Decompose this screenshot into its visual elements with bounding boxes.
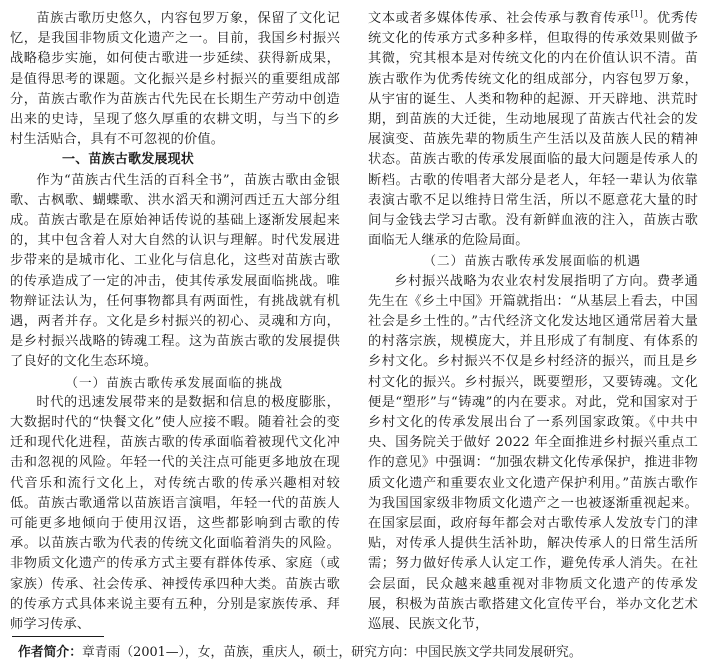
continued-text-b: 。优秀传统文化的传承方式多种多样，但取得的传承效果则做予其微，究其根本是对传统文化的内在价值认识不清。苗族古歌作为优秀传统文化的组成部分，内容包罗万象，从宇宙的诞生、人类和物种的起源、开天辟地、洪荒时期，到苗族的大迁徙，生动地展现了苗族古代社会的发展演变、苗族先辈的物质生产生活以及苗族人民的精神状态。苗族古歌的传承发展面临的最大问题是传承人的断档。古歌的传唱者大部分是老人，年轻一辈认为依靠表演古歌不足以维持日常生活，所以不愿意花大量的时间与金钱去学习古歌。没有新鲜血液的注入，苗族古歌面临无人继承的危险局面。 bbox=[368, 11, 698, 249]
subsection-heading-challenges: （一）苗族古歌传承发展面临的挑战 bbox=[65, 375, 283, 390]
left-column bbox=[10, 9, 340, 635]
footnote-divider bbox=[12, 636, 104, 637]
right-column bbox=[368, 9, 698, 635]
status-paragraph: 作为“苗族古代生活的百科全书”，苗族古歌由金银歌、古枫歌、蝴蝶歌、洪水滔天和溯河西迁五大部分组成。苗族古歌是在原始神话传说的基础上逐渐发展起来的，其中包含着人对大自然的认识与理解。时代发展进步带来的是城市化、工业化与信息化，这些对苗族古歌的传承造成了一定的冲击，使其传承发展面临挑战。唯物辩证法认为，任何事物都具有两面性，有挑战就有机遇，两者并存。文化是乡村振兴的初心、灵魂和方向，是乡村振兴战略的铸魂工程。这为苗族古歌的发展提供了良好的文化生态环境。 bbox=[10, 172, 340, 370]
subsection-heading-opportunities: （二）苗族古歌传承发展面临的机遇 bbox=[423, 254, 641, 269]
section-heading-1: 一、苗族古歌发展现状 bbox=[62, 152, 195, 168]
opportunities-paragraph: 乡村振兴战略为农业农村发展指明了方向。费孝通先生在《乡土中国》开篇就指出：“从基层上看去，中国社会是乡土性的。”古代经济文化发达地区通常居着大量的村落宗族，规模庞大，并且形成了有制度、有体系的乡村文化。乡村振兴不仅是乡村经济的振兴，而且是乡村文化的振兴。乡村振兴，既要塑形，又要铸魂。文化便是“塑形”与“铸魂”的内在要求。对此，党和国家对于乡村文化的传承发展出台了一系列国家政策。《中共中央、国务院关于做好 2022 年全面推进乡村振兴重点工作的意见》中强调：“加强农耕文化传承保护，推进非物质文化遗产和重要农业文化遗产保护利用。”苗族古歌作为我国国家级非物质文化遗产之一也被逐渐重视起来。在国家层面，政府每年都会对古歌传承人发放专门的津贴，对传承人提供生活补助，解决传承人的日常生活所需；努力做好传承人认定工作，避免传承人消失。在社会层面，民众越来越重视对非物质文化遗产的传承发展，积极为苗族古歌搭建文化宣传平台，举办文化艺术巡展、民族文化节， bbox=[368, 273, 698, 633]
author-footnote bbox=[18, 644, 708, 662]
challenges-paragraph-continued bbox=[368, 9, 698, 251]
intro-paragraph: 苗族古歌历史悠久，内容包罗万象，保留了文化记忆，是我国非物质文化遗产之一。目前，我国乡村振兴战略稳步实施，如何使古歌进一步延续、获得新成果，是值得思考的课题。文化振兴是乡村振兴的重要组成部分，苗族古歌作为苗族古代先民在长期生产劳动中创造出来的史诗，呈现了悠久厚重的农耕文明，与当下的乡村生活贴合，具有不可忽视的价值。 bbox=[10, 11, 340, 148]
footnote-label: 作者简介： bbox=[18, 645, 82, 660]
challenges-paragraph: 时代的迅速发展带来的是数据和信息的极度膨胀，大数据时代的“快餐文化”使人应接不暇。随着社会的变迁和现代化进程，苗族古歌的传承面临着被现代文化冲击和忽视的风险。年轻一代的关注点可能更多地放在现代音乐和流行文化上，对传统古歌的传承兴趣相对较低。苗族古歌通常以苗族语言演唱，年轻一代的苗族人可能更多地倾向于使用汉语，这些都影响到古歌的传承。以苗族古歌为代表的传统文化面临着消失的风险。非物质文化遗产的传承方式主要有群体传承、家庭（或家族）传承、社会传承、神授传承四种大类。苗族古歌的传承方式具体来说主要有五种，分别是家族传承、拜师学习传承、 bbox=[10, 394, 340, 633]
reference-marker: [1] bbox=[630, 9, 643, 19]
continued-text-a: 文本或者多媒体传承、社会传承与教育传承 bbox=[368, 11, 631, 26]
footnote-text: 章青雨（2001—），女，苗族，重庆人，硕士，研究方向：中国民族文学共同发展研究。 bbox=[81, 645, 582, 660]
